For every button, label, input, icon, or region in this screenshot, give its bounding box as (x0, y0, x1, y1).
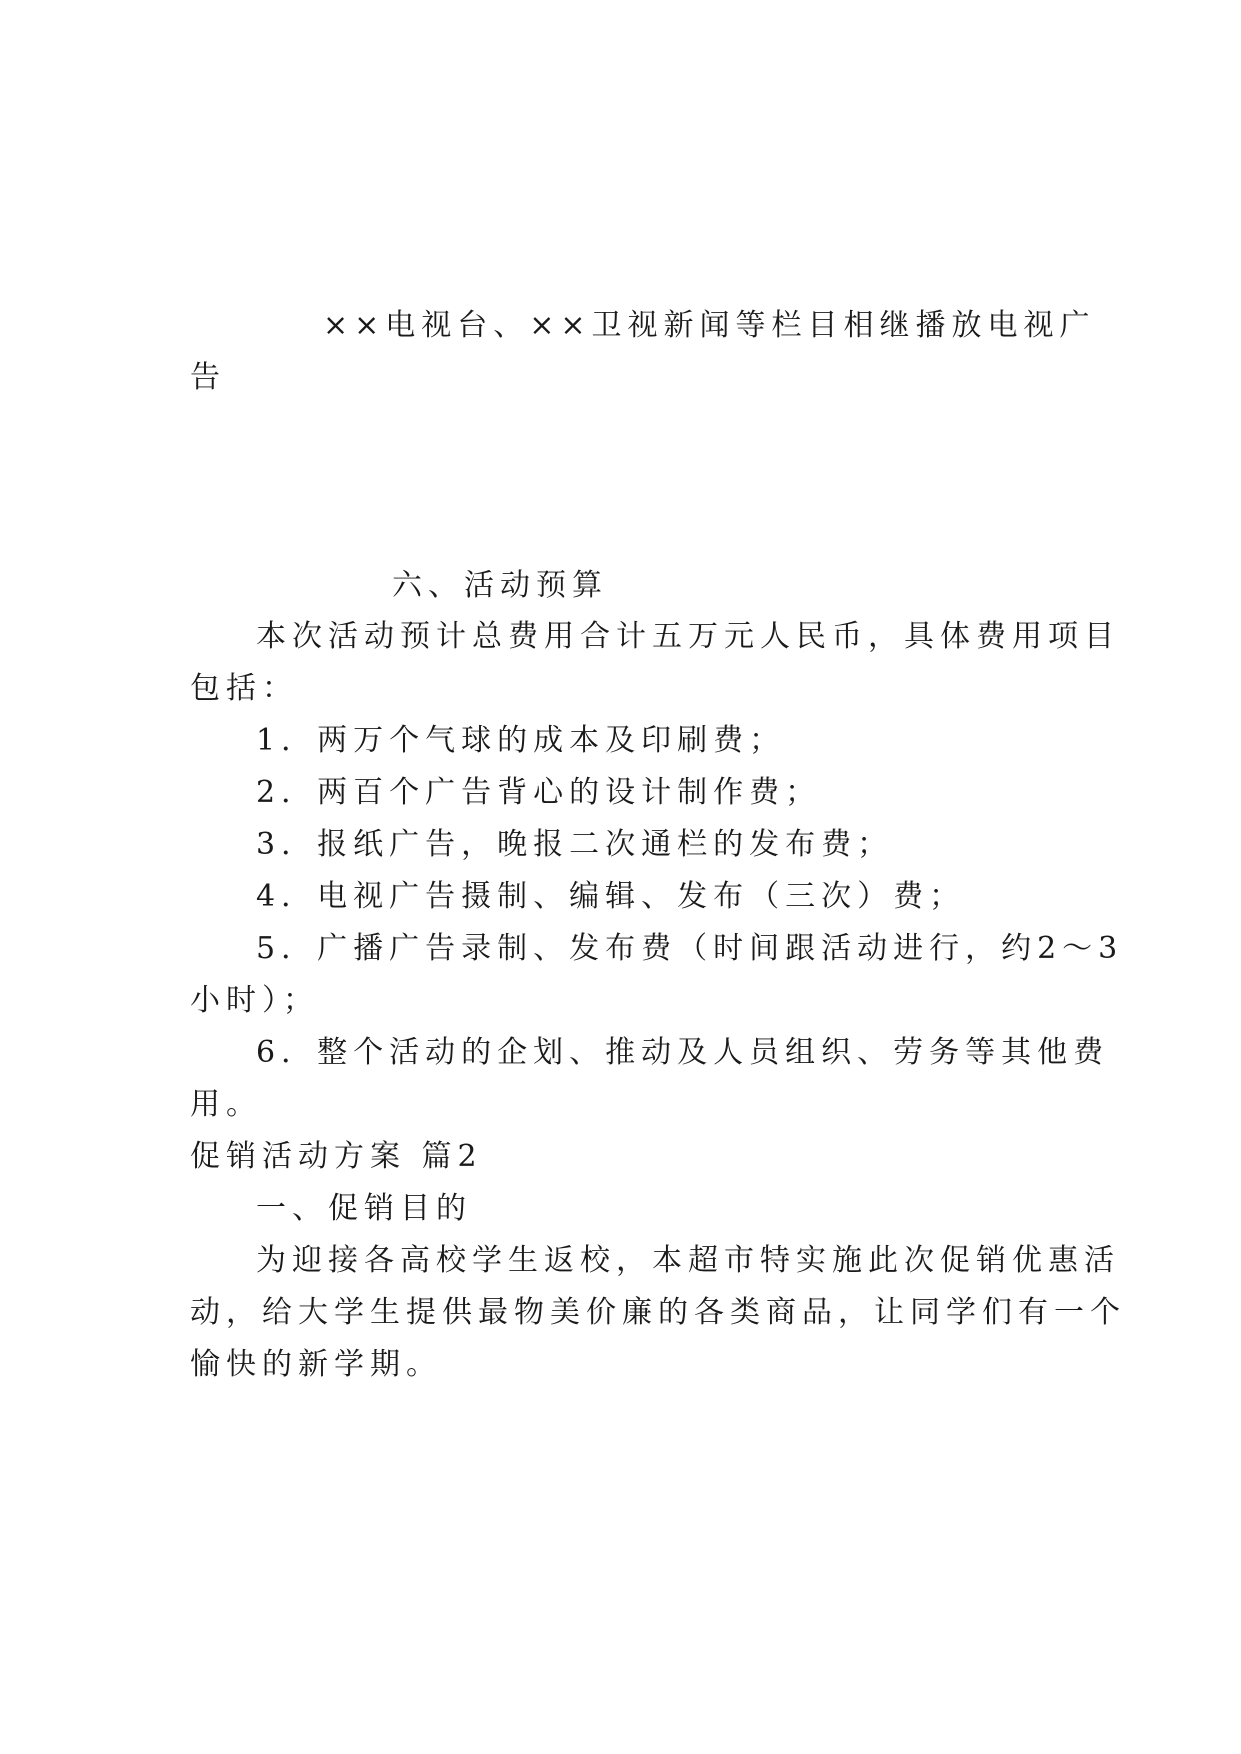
body-text-line: 本次活动预计总费用合计五万元人民币，具体费用项目 (256, 619, 1120, 654)
body-text-line: 为迎接各高校学生返校，本超市特实施此次促销优惠活 (256, 1243, 1120, 1278)
body-text-line: 动，给大学生提供最物美价廉的各类商品，让同学们有一个 (190, 1295, 1126, 1330)
list-item: 3．报纸广告，晚报二次通栏的发布费； (256, 827, 894, 862)
body-text-line: 包括： (190, 671, 298, 706)
list-item: 1．两万个气球的成本及印刷费； (256, 723, 786, 758)
body-text-line: ××电视台、××卫视新闻等栏目相继播放电视广 (323, 308, 1096, 343)
section-heading: 一、促销目的 (256, 1191, 472, 1226)
list-item-continuation: 用。 (190, 1087, 262, 1122)
body-text-line: 愉快的新学期。 (190, 1347, 442, 1382)
list-item: 4．电视广告摄制、编辑、发布（三次）费； (256, 879, 966, 914)
list-item: 6．整个活动的企划、推动及人员组织、劳务等其他费 (256, 1035, 1110, 1070)
list-item: 2．两百个广告背心的设计制作费； (256, 775, 822, 810)
body-text-line: 告 (190, 360, 226, 395)
section-heading: 六、活动预算 (392, 568, 608, 603)
list-item-continuation: 小时）； (190, 983, 319, 1018)
list-item: 5．广播广告录制、发布费（时间跟活动进行，约2～3 (256, 931, 1124, 966)
document-title: 促销活动方案 篇2 (190, 1139, 483, 1174)
